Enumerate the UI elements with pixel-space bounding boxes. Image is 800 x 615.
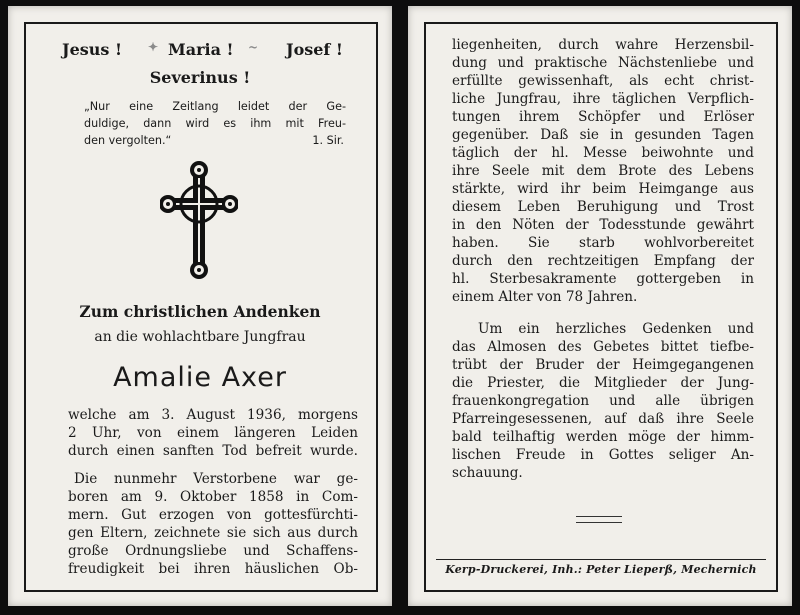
quote-line: duldige, dann wird es ihm mit Freu- (84, 117, 346, 130)
memorial-card-back (408, 6, 792, 606)
text-line: lischen Freude in Gottes seliger An- (452, 447, 754, 463)
text-line: durch den rechtzeitigen Empfang der (452, 253, 754, 269)
text-line: tungen ihrem Schöpfer und Erlöser (452, 109, 754, 125)
text-line: große Ordnungsliebe und Schaffens- (68, 543, 358, 559)
name-josef: Josef ! (286, 40, 343, 59)
quote-reference: 1. Sir. (312, 134, 344, 147)
memorial-subheading: an die wohlachtbare Jungfrau (94, 329, 306, 345)
text-line: liche Jungfrau, ihre täglichen Verpflich- (452, 91, 754, 107)
text-line: die Priester, die Mitglieder der Jung- (452, 375, 754, 391)
name-maria: Maria ! (168, 40, 234, 59)
quote-line: den vergolten.“ (84, 134, 172, 147)
name-severinus: Severinus ! (149, 68, 251, 87)
printer-credit: Kerp-Druckerei, Inh.: Peter Lieperß, Mechernich (445, 563, 757, 576)
text-line: welche am 3. August 1936, morgens (68, 407, 358, 423)
scripture-quote (84, 98, 346, 149)
text-line: ihre Seele mit dem Brote des Lebens (452, 163, 754, 179)
holy-names: Jesus ! ✦ Maria ! ~ Josef ! (62, 40, 343, 59)
text-line: Um ein herzliches Gedenken und (478, 321, 754, 337)
text-line: hl. Sterbesakramente gottergeben in (452, 271, 754, 287)
memorial-card-front (8, 6, 392, 606)
text-line: Pfarreingesessenen, auf daß ihre Seele (452, 411, 754, 427)
printer-rule (436, 559, 766, 560)
text-line: freudigkeit bei ihren häuslichen Ob- (68, 561, 358, 577)
text-line: das Almosen des Gebetes bittet tiefbe- (452, 339, 754, 355)
text-line: diesem Leben Beruhigung und Trost (452, 199, 754, 215)
name-jesus: Jesus ! (62, 40, 122, 59)
text-line: haben. Sie starb wohlvorbereitet (452, 235, 754, 251)
text-line: schauung. (452, 465, 523, 481)
biography-continuation (452, 36, 754, 306)
text-line: dung und praktische Nächstenliebe und (452, 55, 754, 71)
memorial-heading: Zum christlichen Andenken (79, 302, 321, 321)
text-line: mern. Gut erzogen von gottesfürchti- (68, 507, 358, 523)
biography-paragraph (68, 470, 358, 578)
text-line: stärkte, wird ihr beim Heimgange aus (452, 181, 754, 197)
text-line: gegenüber. Daß sie in gesunden Tagen (452, 127, 754, 143)
deceased-name: Amalie Axer (113, 362, 287, 393)
text-line: gen Eltern, zeichnete sie sich aus durch (68, 525, 358, 541)
text-line: in den Nöten der Todesstunde gewährt (452, 217, 754, 233)
text-line: boren am 9. Oktober 1858 in Com- (68, 489, 358, 505)
ornate-cross-icon (160, 158, 238, 282)
text-line: erfüllte gewissenhaft, als echt christ- (452, 73, 754, 89)
death-paragraph (68, 406, 358, 460)
quote-line: „Nur eine Zeitlang leidet der Ge- (84, 100, 346, 113)
prayer-request-paragraph (452, 320, 754, 482)
ornamental-divider (576, 516, 622, 523)
text-line: einem Alter von 78 Jahren. (452, 289, 638, 305)
text-line: frauenkongregation und alle übrigen (452, 393, 754, 409)
text-line: täglich der hl. Messe beiwohnte und (452, 145, 754, 161)
text-line: trübt der Bruder der Heimgegangenen (452, 357, 754, 373)
text-line: bald teilhaftig werden möge der himm- (452, 429, 754, 445)
text-line: 2 Uhr, von einem längeren Leiden (68, 425, 358, 441)
text-line: Die nunmehr Verstorbene war ge- (74, 471, 358, 487)
text-line: liegenheiten, durch wahre Herzensbil- (452, 37, 754, 53)
text-line: durch einen sanften Tod befreit wurde. (68, 443, 358, 459)
